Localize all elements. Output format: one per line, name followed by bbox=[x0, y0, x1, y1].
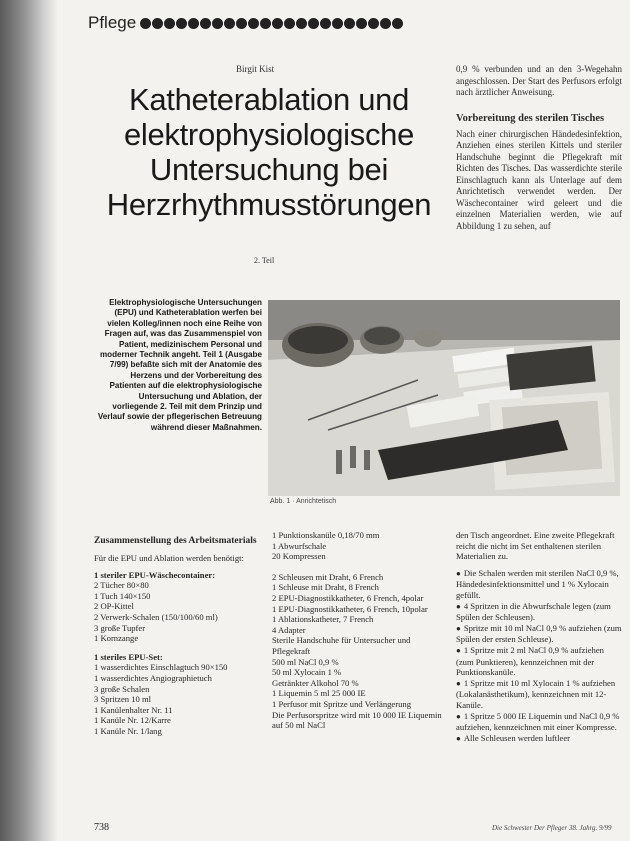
header-dot bbox=[272, 18, 283, 29]
figure-caption: Abb. 1 · Anrichtetisch bbox=[270, 498, 337, 505]
column-2 bbox=[272, 530, 450, 731]
bullet-item: ● 4 Spritzen in die Abwurfschale legen (zum Spülen der Schleusen). bbox=[456, 601, 622, 623]
header-dot bbox=[380, 18, 391, 29]
list-item: 1 Punktionskanüle 0,18/70 mm bbox=[272, 530, 380, 540]
bullet-item: ● 1 Spritze 5 000 IE Liquemin und NaCl 0,9 % aufziehen, kennzeichnen mit einer Kompresse. bbox=[456, 711, 622, 733]
list-item: 1 Kanüle Nr. 1/lang bbox=[94, 725, 162, 736]
list-item: 500 ml NaCl 0,9 % bbox=[272, 656, 339, 667]
right-section-heading: Vorbereitung des sterilen Tisches bbox=[456, 112, 605, 124]
part-label: 2. Teil bbox=[254, 256, 275, 265]
list-item: 1 wasserdichtes Einschlagtuch 90×150 bbox=[94, 662, 228, 673]
lead-paragraph: Elektrophysiologische Untersuchungen (EPU) und Katheterablation werfen bei vielen Kolleg/innen noch eine Reihe von Fragen auf, was das Zusammenspiel von Patient, medizinischem Personal und moderner Technik angeht. Teil 1 (Ausgabe 7/99) befaßte sich mit der Anatomie des Herzens und der Vorbereitung des Patienten auf die elektrophysiologische Untersuchung und Ablation, der vorliegende 2. Teil mit dem Prinzip und Verlauf sowie der pflegerischen Betreuung während dieser Maßnahmen. bbox=[97, 298, 262, 432]
header-dot bbox=[140, 18, 151, 29]
list-item: 1 Kanüle Nr. 12/Karre bbox=[94, 715, 171, 726]
header-dot bbox=[344, 18, 355, 29]
right-intro-text: 0,9 % verbunden und an den 3-Wegehahn angeschlossen. Der Start des Perfusors erfolgt nach ärztlicher Anweisung. bbox=[456, 64, 622, 97]
column-3-intro: den Tisch angeordnet. Eine zweite Pflegekraft reicht die nicht im Set enthaltenen sterilen Materialien zu. bbox=[456, 530, 615, 562]
column-2-list bbox=[272, 530, 450, 731]
title-line: Herzrhythmusstörungen bbox=[106, 187, 432, 222]
header-dot bbox=[188, 18, 199, 29]
title-line: Katheterablation und bbox=[128, 82, 410, 117]
list-item: 50 ml Xylocain 1 % bbox=[272, 667, 342, 678]
list-item: 3 große Tupfer bbox=[94, 622, 146, 633]
list-item: 1 Abwurfschale bbox=[272, 540, 327, 551]
header-dot bbox=[176, 18, 187, 29]
list-item: 2 Verwerk-Schalen (150/100/60 ml) bbox=[94, 611, 218, 622]
section-label: Pflege bbox=[88, 13, 137, 32]
page-number: 738 bbox=[94, 822, 109, 833]
bullet-item: ● 1 Spritze mit 10 ml Xylocain 1 % aufziehen (Lokalanästhetikum), kennzeichnen mit 12-Kanüle. bbox=[456, 678, 622, 711]
header-dot bbox=[284, 18, 295, 29]
list-item: 1 Ablationskatheter, 7 French bbox=[272, 614, 374, 625]
bullet-item: ● Spritze mit 10 ml NaCl 0,9 % aufziehen (zum Spülen der ersten Schleuse). bbox=[456, 623, 622, 645]
header-dot-row bbox=[140, 18, 403, 29]
list-item: 1 EPU-Diagnostikkatheter, 6 French, 10polar bbox=[272, 603, 428, 614]
list-item: Sterile Handschuhe für Untersucher und Pflegekraft bbox=[272, 635, 411, 656]
list-item: 1 Kanülenhalter Nr. 11 bbox=[94, 704, 173, 715]
figure-photo bbox=[268, 300, 620, 496]
list-item: 2 EPU-Diagnostikkatheter, 6 French, 4polar bbox=[272, 592, 424, 603]
photo-illustration bbox=[268, 300, 620, 496]
header-dot bbox=[356, 18, 367, 29]
list-item: 1 Perfusor mit Spritze und Verlängerung bbox=[272, 698, 411, 709]
list-item: 1 Liquemin 5 ml 25 000 IE bbox=[272, 688, 366, 699]
bullet-item: ● 1 Spritze mit 2 ml NaCl 0,9 % aufziehen (zum Punktieren), kennzeichnen mit der Punktionskanüle. bbox=[456, 645, 622, 678]
column-1-intro: Für die EPU und Ablation werden benötigt: bbox=[94, 553, 244, 563]
group-2-title: 1 steriles EPU-Set: bbox=[94, 651, 163, 662]
list-item: 4 Adapter bbox=[272, 624, 306, 635]
page-spine-shadow bbox=[0, 0, 58, 841]
header-dot bbox=[200, 18, 211, 29]
header-dot bbox=[164, 18, 175, 29]
group-1-list bbox=[94, 580, 264, 644]
section-header bbox=[88, 10, 418, 36]
header-dot bbox=[212, 18, 223, 29]
group-2-list bbox=[94, 662, 264, 736]
list-item: 1 Tuch 140×150 bbox=[94, 590, 151, 601]
article-title bbox=[96, 82, 442, 222]
header-dot bbox=[260, 18, 271, 29]
header-dot bbox=[368, 18, 379, 29]
header-dot bbox=[308, 18, 319, 29]
list-item: 1 Kornzange bbox=[94, 633, 139, 644]
column-1 bbox=[94, 530, 264, 737]
journal-footer: Die Schwester Der Pfleger 38. Jahrg. 9/99 bbox=[492, 824, 612, 832]
header-dot bbox=[392, 18, 403, 29]
bullet-item: ● Alle Schleusen werden luftleer bbox=[456, 733, 622, 745]
column-1-heading: Zusammenstellung des Arbeitsmaterials bbox=[94, 536, 257, 546]
list-item: 1 wasserdichtes Angiographietuch bbox=[94, 672, 212, 683]
title-line: elektrophysiologische bbox=[123, 117, 415, 152]
header-dot bbox=[296, 18, 307, 29]
bullet-item: ● Die Schalen werden mit sterilen NaCl 0,9 %, Händedesinfektionsmittel und 1 % Xylocain gefüllt. bbox=[456, 568, 622, 601]
column-3-bullets bbox=[456, 568, 622, 745]
list-spacer bbox=[272, 562, 450, 572]
list-item: 20 Kompressen bbox=[272, 551, 326, 562]
list-item: 2 Schleusen mit Draht, 6 French bbox=[272, 571, 384, 582]
group-1-title: 1 steriler EPU-Wäschecontainer: bbox=[94, 569, 216, 580]
list-item: 2 Tücher 80×80 bbox=[94, 580, 149, 591]
list-item: Die Perfusorspritze wird mit 10 000 IE Liquemin auf 50 ml NaCl bbox=[272, 709, 442, 731]
list-item: 3 große Schalen bbox=[94, 683, 150, 694]
list-item: 3 Spritzen 10 ml bbox=[94, 694, 152, 705]
header-dot bbox=[320, 18, 331, 29]
header-dot bbox=[332, 18, 343, 29]
right-column-top bbox=[456, 64, 622, 232]
right-body-text: Nach einer chirurgischen Händedesinfektion, Anziehen eines sterilen Kittels und steriler Handschuhe beginnt die Pflegekraft mit Richten des Tisches. Das wasserdichte sterile Einschlagtuch kann als Unterlage auf dem Anrichtetisch verwendet werden. Der Wäschecontainer wird geleert und die einzelnen Materialien werden, wie auf Abbildung 1 zu sehen, auf bbox=[456, 128, 622, 231]
column-3 bbox=[456, 530, 622, 744]
title-line: Untersuchung bei bbox=[149, 152, 389, 187]
list-item: 1 Schleuse mit Draht, 8 French bbox=[272, 582, 379, 593]
author-name: Birgit Kist bbox=[236, 64, 275, 74]
header-dot bbox=[224, 18, 235, 29]
header-dot bbox=[236, 18, 247, 29]
header-dot bbox=[248, 18, 259, 29]
list-item: Getränkter Alkohol 70 % bbox=[272, 677, 359, 688]
list-item: 2 OP-Kittel bbox=[94, 601, 134, 612]
header-dot bbox=[152, 18, 163, 29]
